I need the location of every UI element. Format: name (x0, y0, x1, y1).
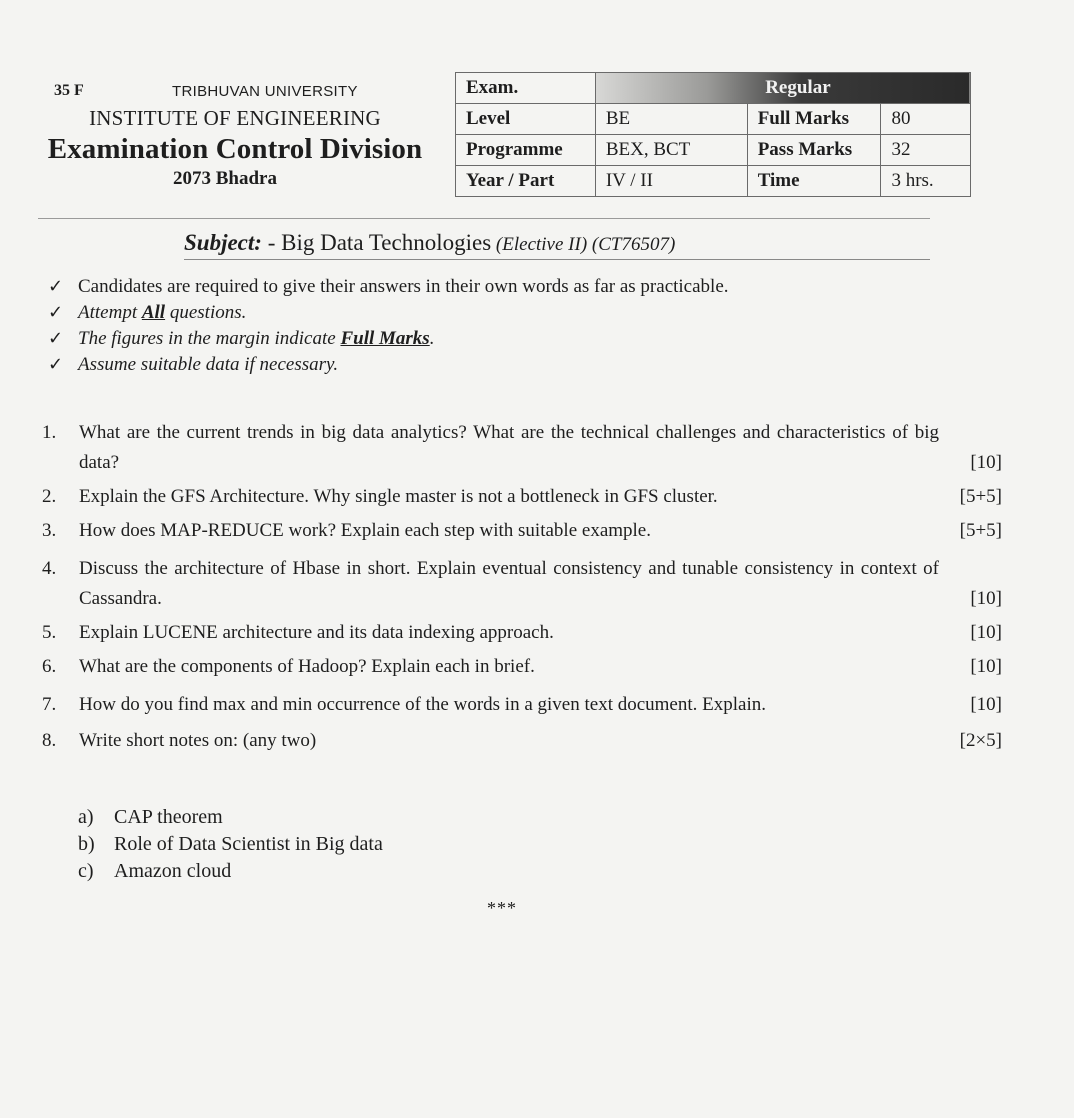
subject-label: Subject: (184, 230, 262, 255)
questions-list (42, 418, 1002, 760)
instruction-emphasis: All (141, 302, 166, 323)
pass-marks-value: 32 (881, 135, 971, 166)
instruction-text: Assume suitable data if necessary. (78, 354, 339, 375)
check-icon: ✓ (48, 328, 64, 349)
sub-item-label: b) (78, 833, 95, 855)
exam-session: 2073 Bhadra (173, 168, 277, 189)
question-number: 4. (42, 558, 57, 579)
sub-item-text: Amazon cloud (114, 860, 232, 882)
header-top-line (54, 80, 440, 102)
subject-line (184, 230, 675, 256)
table-row (456, 166, 971, 197)
divider (38, 218, 930, 219)
table-row (456, 73, 971, 104)
question-item (42, 554, 1002, 614)
question-item (42, 652, 1002, 690)
question-item (42, 482, 1002, 516)
programme-label: Programme (456, 135, 596, 166)
list-item (78, 831, 383, 858)
pass-marks-label: Pass Marks (747, 135, 881, 166)
year-part-label: Year / Part (456, 166, 596, 197)
check-icon: ✓ (48, 302, 64, 323)
instruction-part: Attempt (78, 302, 142, 323)
programme-value: BEX, BCT (595, 135, 747, 166)
question-item (42, 726, 1002, 760)
check-icon: ✓ (48, 354, 64, 375)
division-title: Examination Control Division (47, 133, 423, 165)
question-marks: [2×5] (959, 730, 1002, 751)
instruction-part: The figures in the margin indicate (78, 328, 341, 349)
subject-name: Big Data Technologies (281, 230, 492, 255)
question-marks: [10] (970, 622, 1002, 643)
question-text: Write short notes on: (any two) (79, 730, 317, 751)
question-number: 2. (42, 486, 57, 507)
exam-info-table (455, 72, 971, 197)
question-text: How does MAP-REDUCE work? Explain each step with suitable example. (79, 520, 651, 541)
question-text: Discuss the architecture of Hbase in short. Explain eventual consistency and tunable consistency in context of Cassandra. (79, 558, 939, 609)
paper-code: 35 F (54, 82, 84, 99)
question-number: 6. (42, 656, 57, 677)
time-value: 3 hrs. (881, 166, 971, 197)
question-text: Explain LUCENE architecture and its data indexing approach. (79, 622, 554, 643)
question-number: 1. (42, 422, 57, 443)
question-marks: [5+5] (959, 486, 1002, 507)
question-item (42, 418, 1002, 478)
instruction-part: . (429, 328, 435, 349)
question-marks: [10] (970, 694, 1002, 715)
sub-item-label: c) (78, 860, 94, 882)
exam-label: Exam. (456, 73, 596, 104)
university-name: TRIBHUVAN UNIVERSITY (172, 83, 358, 100)
subject-code: (Elective II) (CT76507) (491, 234, 676, 255)
question-item (42, 516, 1002, 554)
instruction-emphasis: Full Marks (340, 328, 430, 349)
full-marks-value: 80 (881, 104, 971, 135)
question-marks: [10] (970, 656, 1002, 677)
check-icon: ✓ (48, 276, 64, 297)
level-value: BE (595, 104, 747, 135)
question-text: What are the current trends in big data analytics? What are the technical challenges and characteristics of big data? (79, 422, 939, 473)
level-label: Level (456, 104, 596, 135)
institute-name: INSTITUTE OF ENGINEERING (89, 106, 381, 130)
question-item (42, 618, 1002, 652)
sub-items-list (78, 804, 383, 885)
sub-item-text: CAP theorem (114, 806, 223, 828)
question-marks: [5+5] (959, 520, 1002, 541)
question-text: Explain the GFS Architecture. Why single master is not a bottleneck in GFS cluster. (79, 486, 718, 507)
question-item (42, 690, 1002, 720)
question-number: 7. (42, 694, 57, 715)
list-item (78, 804, 383, 831)
full-marks-label: Full Marks (747, 104, 881, 135)
subject-underline (184, 259, 930, 260)
table-row (456, 104, 971, 135)
question-marks: [10] (970, 452, 1002, 473)
question-marks: [10] (970, 588, 1002, 609)
table-row (456, 135, 971, 166)
sub-item-label: a) (78, 806, 94, 828)
sub-item-text: Role of Data Scientist in Big data (114, 833, 383, 855)
instruction-text (78, 328, 434, 350)
question-number: 8. (42, 730, 57, 751)
instruction-part: questions. (165, 302, 247, 323)
end-mark: *** (487, 898, 517, 918)
question-number: 5. (42, 622, 57, 643)
list-item (78, 858, 383, 885)
question-number: 3. (42, 520, 57, 541)
year-part-value: IV / II (595, 166, 747, 197)
instruction-text: Candidates are required to give their answers in their own words as far as practicable. (78, 276, 729, 297)
header-block (30, 80, 440, 190)
question-text: What are the components of Hadoop? Explain each in brief. (79, 656, 535, 677)
exam-type-value: Regular (595, 73, 970, 104)
question-text: How do you find max and min occurrence of the words in a given text document. Explain. (79, 694, 766, 715)
time-label: Time (747, 166, 881, 197)
instruction-text (78, 302, 246, 324)
subject-prefix: - (261, 230, 282, 255)
